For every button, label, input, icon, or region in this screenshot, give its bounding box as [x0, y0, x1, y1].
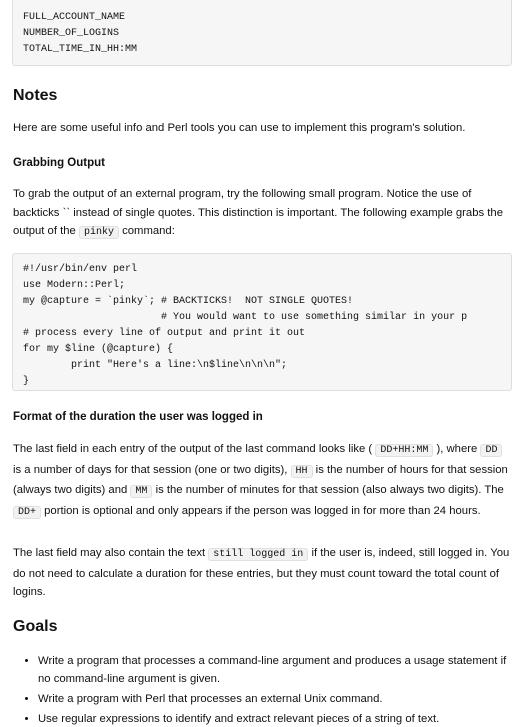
- list-item: • Use regular expressions to identify and extract relevant pieces of a string of text.: [38, 710, 508, 727]
- paragraph-text: The last field in each entry of the output of the last command looks like (: [13, 443, 376, 455]
- code-line: FULL_ACCOUNT_NAME: [23, 12, 126, 23]
- code-line: # process every line of output and print it out: [23, 328, 306, 339]
- code-line: use Modern::Perl;: [23, 280, 126, 291]
- perl-example-code-block: [12, 253, 512, 391]
- code-line: print "Here's a line:\n$line\n\n\n";: [23, 360, 288, 371]
- paragraph-text: ), where: [433, 443, 481, 455]
- goals-list: [13, 652, 508, 727]
- paragraph-text: is the number of minutes for that session (also always two digits). The: [152, 484, 504, 496]
- code-line: for my $line (@capture) {: [23, 344, 174, 355]
- code-line: TOTAL_TIME_IN_HH:MM: [23, 44, 138, 55]
- notes-intro-paragraph: Here are some useful info and Perl tools you can use to implement this program's solution.: [13, 122, 466, 134]
- code-line: NUMBER_OF_LOGINS: [23, 28, 120, 39]
- code-line: # You would want to use something similar in your p: [23, 312, 468, 323]
- code-line: my @capture = `pinky`; # BACKTICKS! NOT SINGLE QUOTES!: [23, 296, 354, 307]
- code-line: #!/usr/bin/env perl: [23, 264, 138, 275]
- grabbing-output-paragraph: [13, 185, 511, 243]
- duration-format-paragraph: [13, 440, 511, 522]
- paragraph-text: if the user is, indeed, still logged in. You do not need to calculate a duration for these entries, but they must count toward the total count of logins.: [13, 547, 510, 598]
- paragraph-text: is a number of days for that session (one or two digits),: [13, 463, 291, 476]
- paragraph-text: portion is optional and only appears if the person was logged in for more than 24 hours.: [41, 504, 481, 517]
- notes-heading: Notes: [13, 87, 58, 104]
- grabbing-output-heading: Grabbing Output: [13, 157, 105, 169]
- inline-code: DD+HH:MM: [375, 444, 433, 457]
- duration-format-heading: Format of the duration the user was logged in: [13, 411, 263, 423]
- list-item: • Write a program with Perl that processes an external Unix command.: [38, 690, 508, 708]
- inline-code: DD+: [13, 506, 41, 519]
- paragraph-text: To grab the output of an external program, try the following small program. Notice the use of backticks `` instead of single quotes. This distinction is important. The following example grabs the output of the: [13, 188, 503, 237]
- inline-code-still-logged-in: still logged in: [208, 548, 308, 561]
- inline-code: DD: [480, 444, 502, 457]
- code-line: }: [23, 376, 30, 387]
- inline-code: MM: [130, 485, 152, 498]
- inline-code-pinky: pinky: [79, 226, 119, 239]
- goals-heading: Goals: [13, 618, 58, 635]
- paragraph-text: The last field may also contain the text: [13, 547, 209, 559]
- output-format-code-block: [12, 0, 512, 66]
- still-logged-in-paragraph: [13, 544, 511, 602]
- list-item: • Write a program that processes a command-line argument and produces a usage statement if no command-line argument is given.: [38, 652, 508, 688]
- paragraph-text: is the number of hours for that session (always two digits) and: [13, 463, 508, 496]
- paragraph-text: command:: [118, 225, 175, 237]
- inline-code: HH: [291, 465, 313, 478]
